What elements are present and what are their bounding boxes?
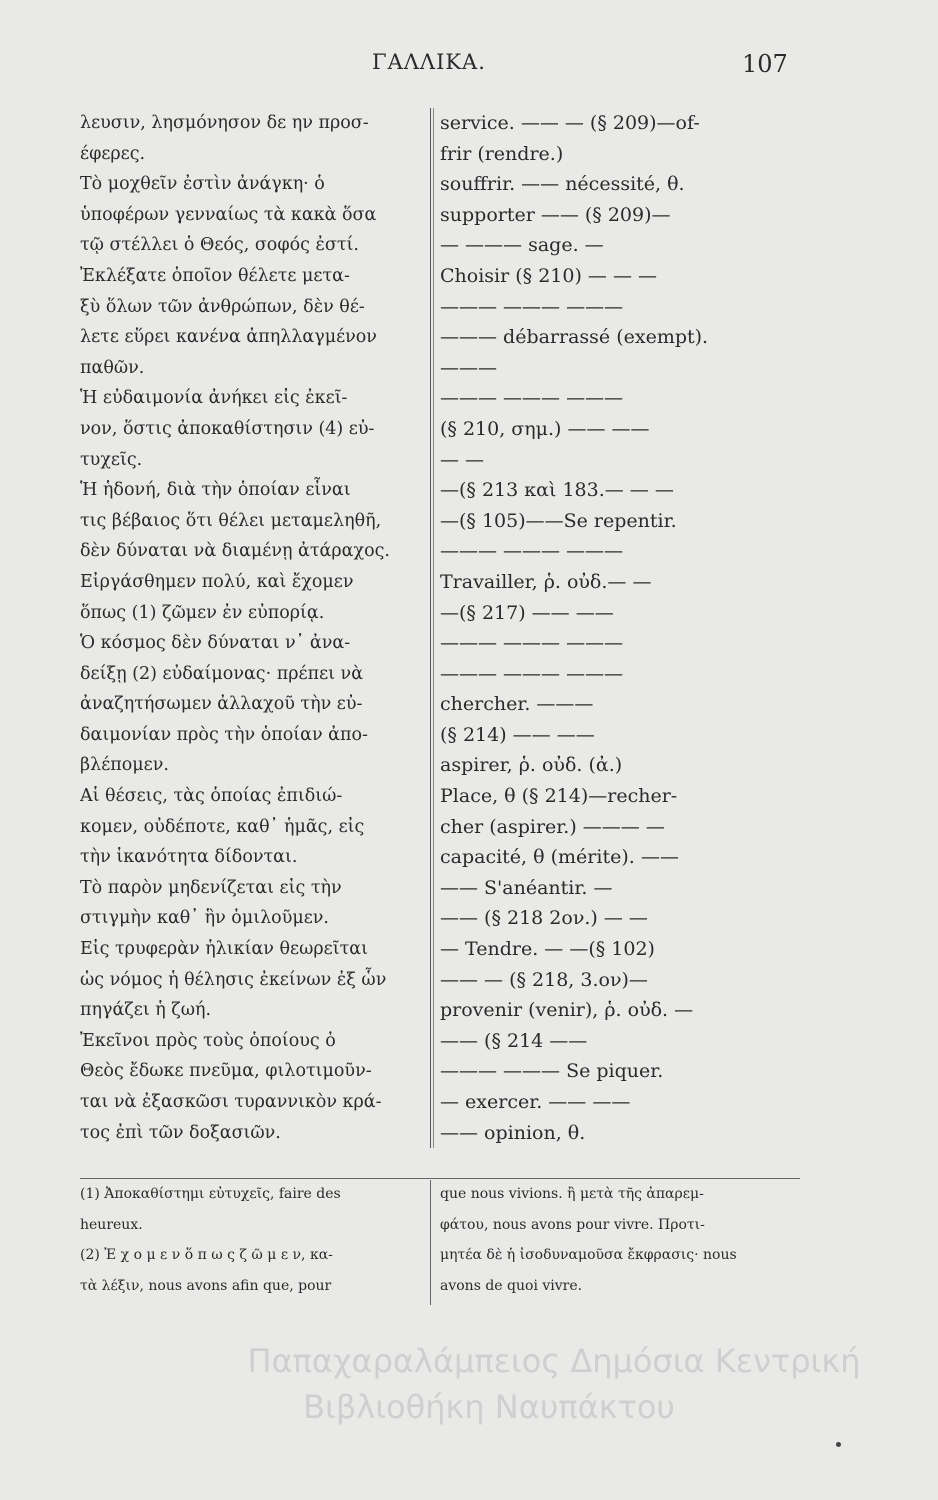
column-divider (430, 108, 431, 1148)
gloss-line: — — (440, 448, 485, 471)
gloss-line: (§ 214) —— —— (440, 723, 595, 746)
text-line: δείξῃ (2) εὐδαίμονας· πρέπει νὰ (80, 663, 364, 684)
text-line: Ἡ ἡδονή, διὰ τὴν ὁποίαν εἶναι (80, 480, 351, 501)
gloss-line: —— S'anéantir. — (440, 876, 613, 899)
gloss-line: ——— ——— ——— (440, 295, 624, 318)
footnotes-left (80, 1180, 426, 1302)
running-head (0, 50, 938, 84)
text-line: νον, ὅστις ἀποκαθίστησιν (4) εὐ- (80, 418, 375, 439)
footnote-line: τὰ λέξιν, nous avons afin que, pour (80, 1277, 332, 1294)
library-watermark-line1: Παπαχαραλάμπειος Δημόσια Κεντρική (247, 1342, 861, 1380)
text-line: ἀναζητήσωμεν ἀλλαχοῦ τὴν εὐ- (80, 694, 363, 715)
gloss-line: provenir (venir), ῥ. οὐδ. — (440, 999, 694, 1022)
text-line: Ἡ εὐδαιμονία ἀνήκει εἰς ἐκεῖ- (80, 388, 348, 409)
gloss-line: — ——— sage. — (440, 234, 604, 257)
gloss-line: ——— débarrassé (exempt). (440, 326, 709, 349)
text-line: Θεὸς ἔδωκε πνεῦμα, φιλοτιμοῦν- (80, 1061, 372, 1082)
gloss-line: —— (§ 214 —— (440, 1029, 588, 1052)
footnote-line: φάτου, nous avons pour vivre. Προτι- (440, 1216, 705, 1233)
text-line: λετε εὕρει κανένα ἀπηλλαγμένον (80, 327, 377, 348)
column-divider-inner (433, 108, 434, 1148)
gloss-line: —— opinion, θ. (440, 1121, 586, 1144)
footnote-rule (80, 1178, 800, 1179)
text-line: ὡς νόμος ἡ θέλησις ἐκείνων ἐξ ὧν (80, 969, 387, 990)
footnote-line: (2) Ἐ χ ο μ ε ν ὅ π ω ς ζ ῶ μ ε ν, κα- (80, 1247, 333, 1264)
page-number: 107 (742, 50, 788, 78)
gloss-line: frir (rendre.) (440, 142, 564, 165)
text-line: παθῶν. (80, 357, 145, 378)
text-line: Ἐκλέξατε ὁποῖον θέλετε μετα- (80, 265, 350, 286)
gloss-line: —— — (§ 218, 3.ον)— (440, 968, 648, 991)
gloss-line: ——— ——— ——— (440, 387, 624, 410)
footnote-line: que nous vivions. ἢ μετὰ τῆς ἀπαρεμ- (440, 1186, 704, 1202)
text-line: κομεν, οὐδέποτε, καθ᾽ ἡμᾶς, εἰς (80, 816, 365, 837)
gloss-line: souffrir. —— nécessité, θ. (440, 173, 685, 196)
text-line: δαιμονίαν πρὸς τὴν ὁποίαν ἀπο- (80, 724, 368, 745)
footnote-line: avons de quoi vivre. (440, 1277, 583, 1294)
gloss-line: Choisir (§ 210) — — — (440, 264, 657, 287)
footnotes-right (440, 1180, 800, 1302)
footnote-line: heureux. (80, 1216, 143, 1233)
footnote-divider (430, 1180, 431, 1305)
gloss-line: capacité, θ (mérite). —— (440, 846, 679, 869)
gloss-line: service. —— — (§ 209)—of- (440, 112, 700, 134)
gloss-line: ——— ——— ——— (440, 632, 624, 655)
gloss-line: Travailler, ῥ. οὐδ.— — (440, 570, 652, 593)
footnote-line: (1) Ἀποκαθίστημι εὐτυχεῖς, faire des (80, 1186, 341, 1202)
text-line: στιγμὴν καθ᾽ ἣν ὁμιλοῦμεν. (80, 908, 329, 929)
page-title: ΓΑΛΛΙΚΑ. (372, 50, 486, 74)
text-line: τυχεῖς. (80, 449, 143, 470)
greek-text-column (80, 108, 426, 1148)
text-line: πηγάζει ἡ ζωή. (80, 1000, 212, 1021)
gloss-line: ——— (440, 356, 497, 379)
gloss-line: supporter —— (§ 209)— (440, 203, 671, 226)
gloss-line: (§ 210, σημ.) —— —— (440, 417, 650, 440)
text-line: δὲν δύναται νὰ διαμένῃ ἀτάραχος. (80, 541, 390, 562)
library-watermark-line2: Βιβλιοθήκη Ναυπάκτου (303, 1388, 675, 1426)
gloss-line: cher (aspirer.) ——— — (440, 815, 665, 838)
gloss-line: aspirer, ῥ. οὐδ. (ἀ.) (440, 754, 623, 777)
text-line: τος ἐπὶ τῶν δοξασιῶν. (80, 1122, 281, 1143)
text-line: Τὸ μοχθεῖν ἐστὶν ἀνάγκη· ὁ (80, 174, 325, 195)
gloss-line: ——— ——— ——— (440, 662, 624, 685)
text-line: Ἐκεῖνοι πρὸς τοὺς ὁποίους ὁ (80, 1030, 336, 1051)
gloss-line: chercher. ——— (440, 693, 594, 716)
text-line: ται νὰ ἐξασκῶσι τυραννικὸν κρά- (80, 1092, 382, 1112)
text-line: τὴν ἱκανότητα δίδονται. (80, 847, 298, 868)
text-line: Τὸ παρὸν μηδενίζεται εἰς τὴν (80, 877, 342, 898)
text-line: Ὁ κόσμος δὲν δύναται ν᾽ ἀνα- (80, 633, 351, 654)
text-line: τις βέβαιος ὅτι θέλει μεταμεληθῆ, (80, 510, 382, 531)
gloss-line: —(§ 105)——Se repentir. (440, 509, 677, 532)
gloss-line: —(§ 213 καὶ 183.— — — (440, 479, 674, 502)
text-line: ὅπως (1) ζῶμεν ἐν εὐπορίᾳ. (80, 602, 325, 623)
gloss-line: ——— ——— Se piquer. (440, 1060, 664, 1083)
gloss-line: Place, θ (§ 214)—recher- (440, 785, 678, 808)
gloss-line: ——— ——— ——— (440, 540, 624, 563)
text-line: Εἰργάσθημεν πολύ, καὶ ἔχομεν (80, 571, 354, 592)
gloss-line: — exercer. —— —— (440, 1091, 631, 1113)
gloss-line: — Tendre. — —(§ 102) (440, 938, 655, 961)
text-line: Αἱ θέσεις, τὰς ὁποίας ἐπιδιώ- (80, 786, 343, 807)
gloss-line: —— (§ 218 2ον.) — — (440, 907, 648, 930)
gloss-line: —(§ 217) —— —— (440, 601, 614, 624)
text-line: ξὺ ὅλων τῶν ἀνθρώπων, δὲν θέ- (80, 296, 365, 317)
text-line: έφερες. (80, 143, 146, 164)
ink-dot (836, 1442, 841, 1447)
footnote-line: μητέα δὲ ἡ ἰσοδυναμοῦσα ἔκφρασις· nous (440, 1247, 737, 1264)
text-line: Εἰς τρυφερὰν ἡλικίαν θεωρεῖται (80, 939, 368, 960)
text-line: βλέπομεν. (80, 755, 169, 776)
text-line: λευσιν, λησμόνησον δε ην προσ- (80, 113, 369, 133)
text-line: ὑποφέρων γενναίως τὰ κακὰ ὅσα (80, 204, 377, 225)
text-line: τῷ στέλλει ὁ Θεός, σοφός ἐστί. (80, 235, 359, 256)
french-gloss-column (440, 108, 800, 1148)
